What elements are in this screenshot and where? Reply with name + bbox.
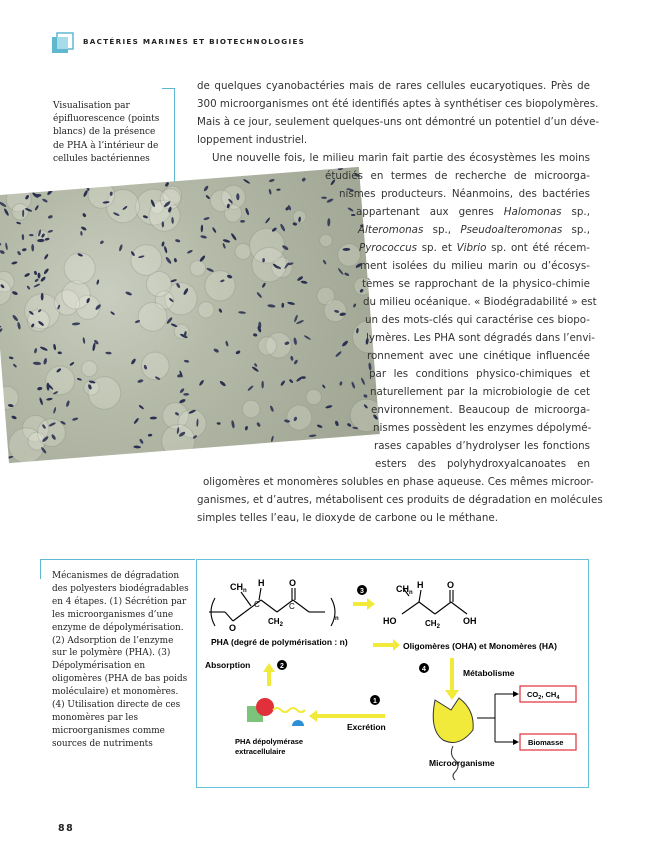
text-line: nismes possèdent les enzymes dépolymé- <box>373 422 592 434</box>
mono-oh-label: OH <box>463 616 477 626</box>
mono-h-label: H <box>417 580 424 590</box>
mono-ch-label: $CH_n$ <box>396 584 413 596</box>
text-line: Une nouvelle fois, le milieu marin fait partie des écosystèmes les moins <box>212 152 590 164</box>
step3-number: 3 <box>360 588 364 595</box>
running-header: BACTÉRIES MARINES ET BIOTECHNOLOGIES <box>83 37 306 46</box>
step1-number: 1 <box>373 698 377 705</box>
text-line: oligomères et monomères solubles en phase aqueuse. Ces mêmes microor- <box>203 476 594 488</box>
figure-caption-rule <box>40 559 41 579</box>
pha-o2-label: O <box>229 623 237 633</box>
text-line: Pyrococcus sp. et Vibrio sp. ont été récem- <box>359 242 590 254</box>
header-logo-icon <box>50 31 76 55</box>
text-line: Mais à ce jour, seulement quelques-uns ont démontré un potentiel d’un déve- <box>197 116 600 128</box>
excretion-label: Excrétion <box>347 722 386 732</box>
enzyme-half-circle-icon <box>292 720 304 726</box>
text-line: 300 microorganismes ont été identifiés aptes à synthétiser ces biopolymères. <box>197 98 599 110</box>
text-line: simples telles l’eau, le dioxyde de carbone ou le méthane. <box>197 512 498 524</box>
text-line: ganismes, et d’autres, métabolisent ces produits de dégradation en molécules <box>197 494 603 506</box>
oligo-label: Oligomères (OHA) et Monomères (HA) <box>403 641 557 651</box>
pha-o-label: O <box>289 578 297 588</box>
text-line: esters des polyhydroxyalcanoates en <box>375 458 590 470</box>
figure-caption-rule <box>40 559 195 560</box>
arrow-absorption-head-icon <box>263 663 275 672</box>
metabolism-label: Métabolisme <box>463 668 515 678</box>
text-line: appartenant aux genres Halomonas sp., <box>356 206 590 218</box>
mono-ch2-label: $CH_2$ <box>425 619 440 630</box>
arrow-step3-head-icon <box>367 598 375 610</box>
arrow-step4-icon <box>450 658 454 690</box>
enzyme-label-1: PHA dépolymérase <box>235 737 304 746</box>
biomass-label: Biomasse <box>528 738 564 747</box>
figure-caption: Mécanismes de dégradation des polyesters biodégradables en 4 étapes. (1) Sécrétion par les microorganismes d’une enzyme de dépolymérisation. (2) Adsorption de l’enzyme sur le polymère (PHA). (3) Dépolymérisation en oligomères (PHA de bas poids moléculaire) et monomères. (4) Utilisation directe de ces monomères par les microorganismes comme sources de nutriments <box>52 571 189 749</box>
text-line: un des mots-clés qui caractérise ces biopo- <box>365 314 590 326</box>
pha-ch2-label: $CH_2$ <box>268 617 283 628</box>
pha-n-label: n <box>335 616 339 622</box>
text-line: naturellement par la microbiologie de cet <box>370 386 590 398</box>
arrow-oligo-head-icon <box>393 639 400 651</box>
text-line: loppement industriel. <box>197 134 308 146</box>
arrow-step4-head-icon <box>445 690 459 700</box>
enzyme-chain-icon <box>273 708 305 712</box>
page-number: 88 <box>58 823 75 834</box>
pha-c-label: C <box>254 600 260 609</box>
caption-rule <box>174 88 175 190</box>
step2-number: 2 <box>280 663 284 670</box>
text-line: lymères. Les PHA sont dégradés dans l’envi- <box>366 332 596 344</box>
arrow-absorption-icon <box>267 672 271 686</box>
co2-label: $CO_2$, $CH_4$ <box>527 690 560 701</box>
enzyme-circle-icon <box>256 698 274 716</box>
degradation-diagram <box>196 559 589 788</box>
arrow-oligo-icon <box>373 643 393 647</box>
text-line: Alteromonas sp., Pseudoalteromonas sp., <box>358 224 590 236</box>
absorption-label: Absorption <box>205 660 251 670</box>
mono-ho-label: HO <box>383 616 397 626</box>
mono-o-label: O <box>447 580 455 590</box>
arrow-excretion-icon <box>317 714 385 718</box>
text-line: par les conditions physico-chimiques et <box>369 368 590 380</box>
enzyme-label-2: extracellulaire <box>235 747 286 756</box>
microscopy-photo <box>0 167 380 463</box>
text-line: du milieu océanique. « Biodégradabilité » est <box>363 296 597 308</box>
text-line: étudiés en termes de recherche de microorga- <box>325 170 590 182</box>
text-line: de quelques cyanobactéries mais de rares cellules eucaryotiques. Près de <box>197 80 590 92</box>
text-line: rases capables d’hydrolyser les fonctions <box>374 440 590 452</box>
pha-label: PHA (degré de polymérisation : n) <box>211 637 348 647</box>
photo-caption: Visualisation par épifluorescence (points blancs) de la présence de PHA à l’intérieur de cellules bactériennes <box>53 101 160 164</box>
text-line: ronnement avec une cinétique influencée <box>367 350 590 362</box>
text-line: ment isolées du milieu marin ou d’écosys- <box>360 260 590 272</box>
arrow-excretion-head-icon <box>309 710 317 722</box>
pha-c2-label: C <box>289 602 295 611</box>
arrow-step3-icon <box>353 602 367 606</box>
step4-number: 4 <box>422 666 426 673</box>
microorganism-body-icon <box>433 698 473 742</box>
pha-h-label: H <box>258 578 265 588</box>
text-line: environnement. Beaucoup de microorga- <box>371 404 590 416</box>
text-line: tèmes se rapprochant de la physico-chimie <box>362 278 590 290</box>
text-line: nismes producteurs. Néanmoins, des bactéries <box>339 188 590 200</box>
pha-ch-label: $CH_n$ <box>230 582 247 594</box>
microorganism-label: Microorganisme <box>429 758 495 768</box>
